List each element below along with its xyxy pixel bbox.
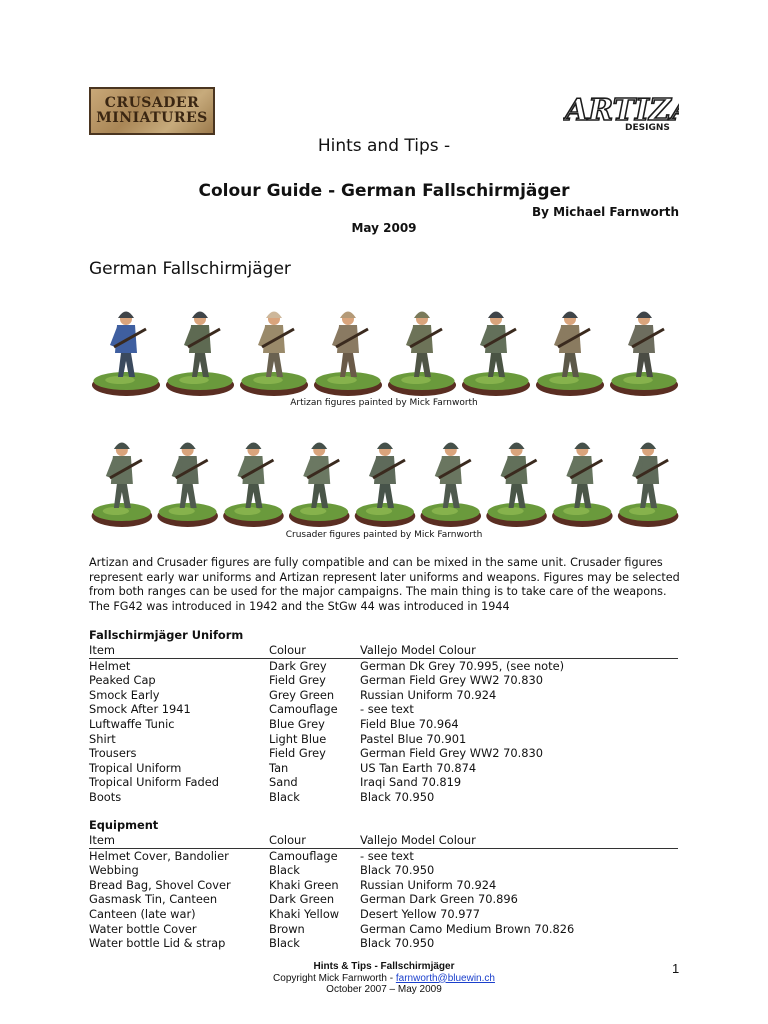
- row-item: Luftwaffe Tunic: [89, 716, 175, 731]
- miniature-figure: [388, 312, 456, 397]
- hints-heading: Hints and Tips -: [317, 136, 451, 156]
- crusader-logo-line1: CRUSADER: [104, 95, 200, 112]
- row-colour: Dark Green: [269, 892, 335, 907]
- footer-title: Hints & Tips - Fallschirmjäger: [313, 961, 455, 972]
- footer-dates: October 2007 – May 2009: [326, 984, 442, 995]
- photo-caption-artizan: Artizan figures painted by Mick Farnworth: [290, 398, 478, 408]
- row-item: Helmet: [89, 658, 131, 673]
- miniature-figure: [289, 443, 350, 528]
- row-vallejo: Black 70.950: [360, 789, 435, 804]
- table-row: [89, 878, 678, 893]
- row-item: Tropical Uniform: [89, 760, 182, 775]
- header-item: Item: [89, 833, 269, 848]
- table-row: [89, 746, 678, 761]
- row-colour: Field Grey: [269, 673, 326, 688]
- author-byline: By Michael Farnworth: [532, 205, 679, 219]
- row-colour: Dark Grey: [269, 658, 327, 673]
- header-colour: Colour: [269, 643, 360, 658]
- row-vallejo: German Camo Medium Brown 70.826: [360, 921, 575, 936]
- row-vallejo: Russian Uniform 70.924: [360, 877, 497, 892]
- row-item: Smock After 1941: [89, 702, 191, 717]
- row-vallejo: - see text: [360, 848, 414, 863]
- row-item: Helmet Cover, Bandolier: [89, 848, 229, 863]
- page-number: 1: [672, 961, 680, 976]
- author-email-link[interactable]: farnworth@bluewin.ch: [395, 972, 495, 984]
- equipment-table-header: [89, 833, 678, 848]
- row-vallejo: German Dk Grey 70.995, (see note): [360, 658, 565, 673]
- row-colour: Tan: [269, 760, 289, 775]
- row-colour: Brown: [269, 921, 305, 936]
- row-item: Gasmask Tin, Canteen: [89, 892, 218, 907]
- row-vallejo: Russian Uniform 70.924: [360, 687, 497, 702]
- row-vallejo: US Tan Earth 70.874: [360, 760, 477, 775]
- artizan-figures-photo: [89, 287, 681, 397]
- artizan-logo-sub: DESIGNS: [625, 123, 670, 133]
- row-item: Smock Early: [89, 687, 160, 702]
- row-item: Water bottle Lid & strap: [89, 936, 226, 951]
- artizan-logo-main: ARTIZ: [565, 93, 671, 128]
- photo-caption-crusader: Crusader figures painted by Mick Farnworth: [285, 530, 483, 540]
- row-vallejo: - see text: [360, 702, 414, 717]
- miniature-figure: [355, 443, 416, 528]
- row-colour: Khaki Yellow: [269, 906, 340, 921]
- crusader-logo-line2: MINIATURES: [96, 110, 208, 126]
- table-row: [89, 717, 678, 732]
- miniature-figure: [166, 312, 234, 397]
- row-vallejo: German Field Grey WW2 70.830: [360, 673, 544, 688]
- row-colour: Field Grey: [269, 746, 326, 761]
- row-colour: Khaki Green: [269, 877, 339, 892]
- row-vallejo: Black 70.950: [360, 863, 435, 878]
- miniature-figure: [610, 312, 678, 397]
- row-vallejo: Desert Yellow 70.977: [360, 906, 481, 921]
- header-item: Item: [89, 643, 269, 658]
- row-colour: Camouflage: [269, 702, 338, 717]
- row-item: Bread Bag, Shovel Cover: [89, 877, 231, 892]
- row-colour: Sand: [269, 775, 298, 790]
- row-item: Tropical Uniform Faded: [89, 775, 219, 790]
- document-title: Colour Guide - German Fallschirmjäger: [198, 181, 570, 201]
- row-vallejo: Black 70.950: [360, 936, 435, 951]
- miniature-figure: [92, 312, 160, 397]
- equipment-table-title: Equipment: [89, 818, 159, 832]
- miniature-figure: [240, 312, 308, 397]
- table-row: [89, 775, 678, 790]
- table-row: [89, 922, 678, 937]
- uniform-table-title: Fallschirmjäger Uniform: [89, 628, 244, 642]
- document-date: May 2009: [351, 221, 417, 235]
- table-row: [89, 658, 678, 673]
- row-colour: Black: [269, 863, 300, 878]
- miniature-figure: [314, 312, 382, 397]
- row-item: Trousers: [89, 746, 137, 761]
- table-row: [89, 732, 678, 747]
- table-row: [89, 702, 678, 717]
- row-vallejo: Field Blue 70.964: [360, 716, 459, 731]
- row-colour: Black: [269, 789, 300, 804]
- row-colour: Black: [269, 936, 300, 951]
- row-item: Peaked Cap: [89, 673, 156, 688]
- section-title: German Fallschirmjäger: [89, 259, 291, 279]
- row-colour: Grey Green: [269, 687, 335, 702]
- intro-paragraph: Artizan and Crusader figures are fully compatible and can be mixed in the same unit. Crusader figures represent early war uniforms and Artizan represent later uniforms and weapons. Figures may be selected from both ranges can be used for the major campaigns. The main thing is to take care of the weapons. The FG42 was introduced in 1942 and the StGw 44 was introduced in 1944: [89, 556, 680, 613]
- footer-copyright-prefix: Copyright Mick Farnworth -: [273, 972, 396, 984]
- row-vallejo: Iraqi Sand 70.819: [360, 775, 462, 790]
- miniature-figure: [552, 443, 613, 528]
- table-row: [89, 907, 678, 922]
- header-colour: Colour: [269, 833, 360, 848]
- crusader-miniatures-logo: [89, 87, 215, 135]
- row-item: Canteen (late war): [89, 906, 196, 921]
- row-item: Boots: [89, 789, 122, 804]
- uniform-table-header: [89, 643, 678, 658]
- table-row: [89, 863, 678, 878]
- row-vallejo: German Dark Green 70.896: [360, 892, 518, 907]
- footer-copyright: [0, 973, 768, 985]
- miniature-figure: [486, 443, 547, 528]
- crusader-figures-photo: [89, 413, 681, 528]
- table-row: [89, 688, 678, 703]
- miniature-figure: [421, 443, 482, 528]
- equipment-colour-table: [89, 833, 678, 951]
- row-vallejo: German Field Grey WW2 70.830: [360, 746, 544, 761]
- uniform-colour-table: [89, 643, 678, 805]
- row-item: Water bottle Cover: [89, 921, 197, 936]
- table-row: [89, 673, 678, 688]
- row-colour: Light Blue: [269, 731, 327, 746]
- miniature-figure: [462, 312, 530, 397]
- miniature-figure: [618, 443, 679, 528]
- row-item: Webbing: [89, 863, 139, 878]
- header-vallejo: Vallejo Model Colour: [360, 833, 678, 848]
- miniature-figure: [157, 443, 218, 528]
- table-row: [89, 790, 678, 805]
- header-vallejo: Vallejo Model Colour: [360, 643, 678, 658]
- footer: [0, 961, 768, 996]
- table-row: [89, 892, 678, 907]
- miniature-figure: [223, 443, 284, 528]
- row-colour: Blue Grey: [269, 716, 325, 731]
- row-colour: Camouflage: [269, 848, 338, 863]
- miniature-figure: [536, 312, 604, 397]
- row-item: Shirt: [89, 731, 116, 746]
- artizan-designs-logo: [563, 90, 679, 134]
- row-vallejo: Pastel Blue 70.901: [360, 731, 467, 746]
- miniature-figure: [92, 443, 153, 528]
- table-row: [89, 761, 678, 776]
- table-row: [89, 936, 678, 951]
- table-row: [89, 848, 678, 863]
